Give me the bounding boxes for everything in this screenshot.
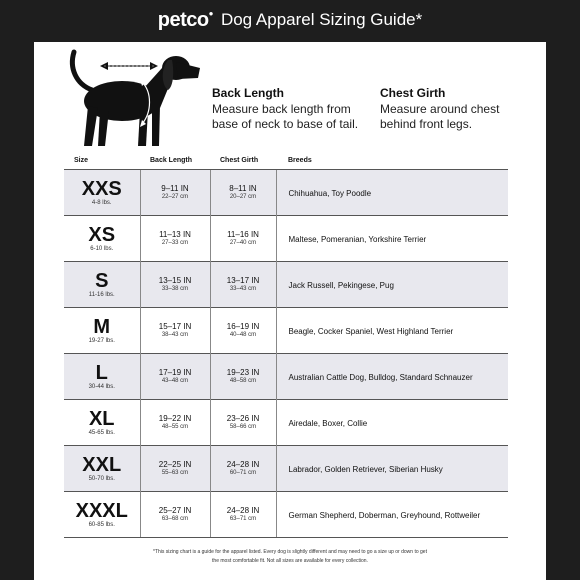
footnote [34, 548, 546, 566]
back-length-instruction [212, 86, 358, 132]
size-label: XXS [81, 177, 122, 200]
size-weight: 30-44 lbs. [88, 383, 115, 390]
size-label: XXXL [75, 499, 128, 522]
breeds-cell [276, 169, 508, 215]
chest-girth-cell [210, 445, 276, 491]
back-length-cell [140, 169, 210, 215]
breeds-cell [276, 261, 508, 307]
chest-girth-cell [210, 399, 276, 445]
brand-logo: petco● [157, 8, 213, 31]
chest-girth-cell [210, 491, 276, 537]
back-length-line-2: base of neck to base of tail. [212, 117, 359, 131]
table-row [64, 399, 508, 445]
back-length-inches: 15–17 IN [158, 322, 192, 331]
back-length-inches: 22–25 IN [158, 460, 192, 469]
size-weight: 4-8 lbs. [91, 199, 112, 206]
breeds-cell [276, 307, 508, 353]
table-header-row [64, 153, 508, 169]
size-label: L [95, 361, 108, 384]
back-length-inches: 9–11 IN [161, 184, 189, 193]
back-length-cm: 63–68 cm [161, 516, 189, 522]
back-length-cell [140, 215, 210, 261]
size-weight: 6-10 lbs. [90, 245, 114, 252]
chest-girth-cm: 48–58 cm [229, 378, 257, 384]
chest-girth-inches: 24–28 IN [226, 460, 260, 469]
chest-girth-inches: 23–26 IN [226, 414, 260, 423]
back-length-inches: 13–15 IN [158, 276, 192, 285]
chest-girth-cell [210, 307, 276, 353]
breeds-text: Jack Russell, Pekingese, Pug [288, 281, 394, 290]
back-length-cm: 22–27 cm [161, 194, 189, 200]
back-length-inches: 11–13 IN [159, 230, 191, 239]
size-weight: 45-65 lbs. [88, 429, 115, 436]
size-cell [64, 491, 140, 537]
back-length-cell [140, 261, 210, 307]
back-length-inches: 25–27 IN [158, 506, 192, 515]
chest-girth-cell [210, 215, 276, 261]
size-cell [64, 261, 140, 307]
chest-girth-title: Chest Girth [380, 86, 446, 100]
back-length-cm: 43–48 cm [161, 378, 189, 384]
chest-girth-cell [210, 353, 276, 399]
chest-girth-cell [210, 169, 276, 215]
footnote-line-2: the most comfortable fit. Not all sizes are available for every collection. [212, 558, 368, 564]
table-row [64, 215, 508, 261]
back-length-cell [140, 491, 210, 537]
back-length-cell [140, 307, 210, 353]
breeds-text: Chihuahua, Toy Poodle [288, 189, 372, 198]
chest-girth-instruction [380, 86, 499, 132]
header-chest-girth: Chest Girth [220, 157, 259, 165]
chest-girth-cm: 63–71 cm [229, 516, 257, 522]
back-length-cm: 48–55 cm [161, 424, 189, 430]
breeds-text: Maltese, Pomeranian, Yorkshire Terrier [288, 235, 427, 244]
breeds-text: Airedale, Boxer, Collie [288, 419, 368, 428]
chest-girth-cm: 27–40 cm [229, 240, 257, 246]
table-row [64, 307, 508, 353]
breeds-cell [276, 399, 508, 445]
breeds-cell [276, 353, 508, 399]
chest-girth-cm: 20–27 cm [229, 194, 257, 200]
chest-girth-inches: 19–23 IN [226, 368, 260, 377]
dog-silhouette-icon [64, 46, 204, 152]
table-row [64, 445, 508, 491]
header-back-length: Back Length [150, 157, 193, 165]
chest-girth-inches: 24–28 IN [226, 506, 260, 515]
size-cell [64, 215, 140, 261]
size-weight: 11-16 lbs. [88, 291, 115, 298]
breeds-cell [276, 491, 508, 537]
sizing-guide-panel [34, 42, 546, 580]
back-length-cm: 55–63 cm [161, 470, 189, 476]
chest-girth-cell [210, 261, 276, 307]
table-row [64, 169, 508, 215]
chest-girth-cm: 33–43 cm [229, 286, 257, 292]
back-length-inches: 19–22 IN [158, 414, 192, 423]
size-table [64, 153, 508, 538]
table-row [64, 491, 508, 537]
back-length-inches: 17–19 IN [158, 368, 192, 377]
back-length-cell [140, 445, 210, 491]
size-weight: 60-85 lbs. [88, 521, 115, 528]
header-size: Size [74, 157, 89, 165]
back-length-cm: 33–38 cm [161, 286, 189, 292]
size-cell [64, 445, 140, 491]
breeds-text: Labrador, Golden Retriever, Siberian Husky [288, 465, 443, 474]
chest-girth-inches: 16–19 IN [226, 322, 260, 331]
page-header [0, 0, 580, 40]
back-length-arrow-icon [100, 62, 158, 70]
chest-girth-line-1: Measure around chest [380, 102, 500, 116]
header-breeds: Breeds [288, 157, 312, 165]
breeds-cell [276, 445, 508, 491]
chest-girth-cm: 40–48 cm [229, 332, 257, 338]
chest-girth-inches: 11–16 IN [227, 230, 259, 239]
size-cell [64, 353, 140, 399]
size-cell [64, 399, 140, 445]
size-weight: 19-27 lbs. [88, 337, 115, 344]
chest-girth-cm: 58–66 cm [229, 424, 257, 430]
table-row [64, 353, 508, 399]
breeds-cell [276, 215, 508, 261]
size-label: XXL [82, 453, 122, 476]
size-weight: 50-70 lbs. [88, 475, 115, 482]
back-length-cell [140, 399, 210, 445]
table-row [64, 261, 508, 307]
back-length-cell [140, 353, 210, 399]
back-length-cm: 27–33 cm [161, 240, 189, 246]
breeds-text: Australian Cattle Dog, Bulldog, Standard Schnauzer [288, 373, 473, 382]
back-length-cm: 38–43 cm [161, 332, 189, 338]
size-label: XL [88, 407, 115, 430]
size-cell [64, 307, 140, 353]
chest-girth-line-2: behind front legs. [380, 117, 473, 131]
breeds-text: German Shepherd, Doberman, Greyhound, Rottweiler [288, 511, 481, 520]
size-label: S [95, 269, 109, 292]
chest-girth-cm: 60–71 cm [229, 470, 257, 476]
breeds-text: Beagle, Cocker Spaniel, West Highland Terrier [288, 327, 454, 336]
chest-girth-inches: 13–17 IN [226, 276, 260, 285]
size-label: XS [88, 223, 116, 246]
size-cell [64, 169, 140, 215]
back-length-line-1: Measure back length from [212, 102, 351, 116]
back-length-title: Back Length [212, 86, 285, 100]
page-title: Dog Apparel Sizing Guide* [220, 10, 423, 29]
chest-girth-inches: 8–11 IN [229, 184, 257, 193]
footnote-line-1: *This sizing chart is a guide for the apparel listed. Every dog is slightly different and may need to go a size up or down to get [153, 549, 427, 555]
size-label: M [93, 315, 111, 338]
